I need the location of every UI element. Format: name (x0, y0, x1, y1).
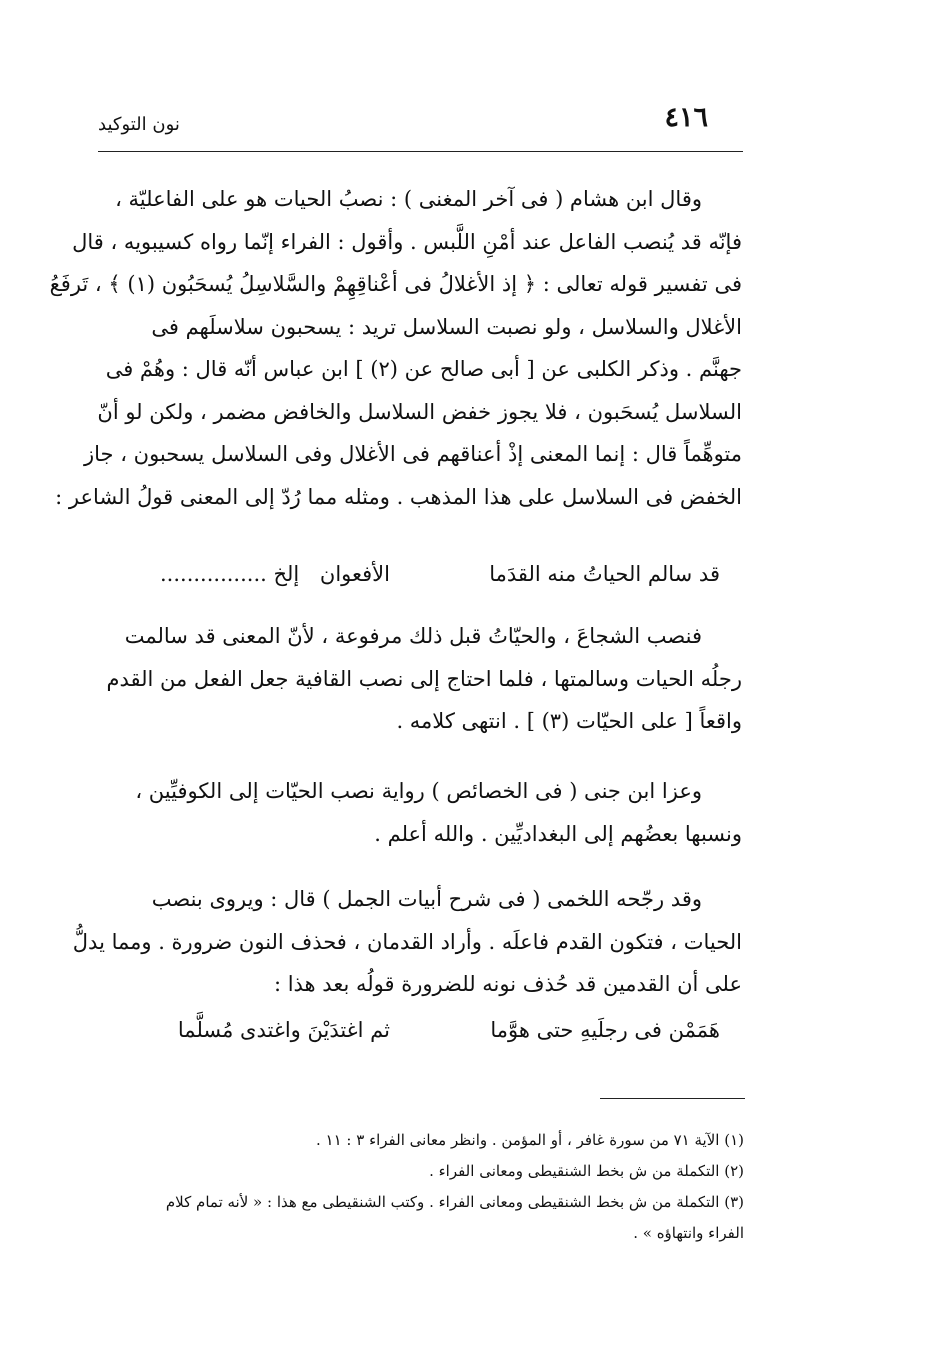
text-line: فنصب الشجاعَ ، والحيّاتُ قبل ذلك مرفوعة ، لأنّ المعنى قد سالمت (124, 624, 702, 648)
text-line: وقال ابن هشام ( فى آخر المغنى ) : نصبُ الحيات هو على الفاعليّة ، (115, 187, 702, 211)
text-line: الحيات ، فتكون القدم فاعلَه . وأراد القدمان ، فحذف النون ضرورة . ومما يدلُّ (72, 929, 742, 954)
text-line: متوهِّماً قال : إنما المعنى إذْ أعناقهم فى الأغلال وفى السلاسل يسحبون ، جاز (84, 442, 742, 466)
footnote-rule (600, 1098, 745, 1099)
verse-hemistich: هَمَمْن فى رجلَيهِ حتى هوَّما (490, 1018, 720, 1042)
paragraph-3 (102, 770, 742, 855)
verse-hemistich: الأفعوان (319, 562, 390, 586)
text-line: الأغلال والسلاسل ، ولو نصبت السلاسل تريد : يسحبون سلاسلَهم فى (151, 314, 742, 339)
footnotes (104, 1125, 744, 1249)
text-line: فإنّه قد يُنصب الفاعل عند أمْنِ اللَّبس . وأقول : الفراء إنّما رواه كسيبويه ، قال (72, 229, 742, 254)
text-line: جهنَّم . وذكر الكلبى عن [ أبى صالح عن (٢) ] ابن عباس أنّه قال : وهُمْ فى (105, 357, 742, 381)
text-line: السلاسل يُسحَبون ، فلا يجوز خفض السلاسل والخافض مضمر ، ولكن لو أنّ (97, 399, 742, 424)
text-line: وعزا ابن جنى ( فى الخصائص ) رواية نصب الحيّات إلى الكوفيِّين ، (135, 779, 702, 803)
verse-hemistich: قد سالم الحياتُ منه القدَما (489, 562, 720, 586)
footnote-2: (٢) التكملة من ش بخط الشنقيطى ومعانى الفراء . (429, 1162, 744, 1180)
verse-2 (160, 1010, 720, 1050)
running-title: نون التوكيد (98, 114, 180, 135)
page-number: ٤١٦ (664, 102, 708, 133)
verse-hemistich: ثم اغتدَيْنَ واغتدى مُسلَّما (177, 1018, 390, 1042)
footnote-1: (١) الآية ٧١ من سورة غافر ، أو المؤمن . وانظر معانى الفراء ٣ : ١١ . (315, 1131, 744, 1149)
paragraph-4 (72, 878, 742, 1006)
text-line: على أن القدمين قد حُذف نونه للضرورة قولُه بعد هذا : (273, 972, 742, 996)
header-rule (98, 151, 743, 152)
verse-ellipsis: إلخ ................ (160, 562, 300, 586)
footnote-3: (٣) التكملة من ش بخط الشنقيطى ومعانى الفراء . وكتب الشنقيطى مع هذا : « لأنه تمام كلام (165, 1193, 744, 1211)
page-header (98, 102, 743, 142)
text-line: رجلُه الحيات وسالمتها ، فلما احتاج إلى نصب القافية جعل الفعل من القدم (106, 666, 742, 691)
paragraph-2 (102, 615, 742, 743)
paragraph-1 (49, 178, 742, 518)
footnote-3-continuation: الفراء وانتهاؤه » . (633, 1224, 744, 1242)
verse-1 (160, 554, 720, 594)
text-line: فى تفسير قوله تعالى : ﴿ إذ الأغلالُ فى أعْناقِهِمْ والسَّلاسِلُ يُسحَبُون (١) ﴾ ، تَرفَعُ (49, 272, 742, 296)
text-line: واقعاً [ على الحيّات (٣) ] . انتهى كلامه . (396, 709, 742, 733)
text-line: وقد رجّحه اللخمى ( فى شرح أبيات الجمل ) قال : ويروى بنصب (151, 887, 702, 911)
text-line: الخفض فى السلاسل على هذا المذهب . ومثله مما رُدّ إلى المعنى قولُ الشاعر : (55, 484, 742, 509)
text-line: ونسبها بعضُهم إلى البغداديِّين . والله أعلم . (374, 821, 742, 846)
